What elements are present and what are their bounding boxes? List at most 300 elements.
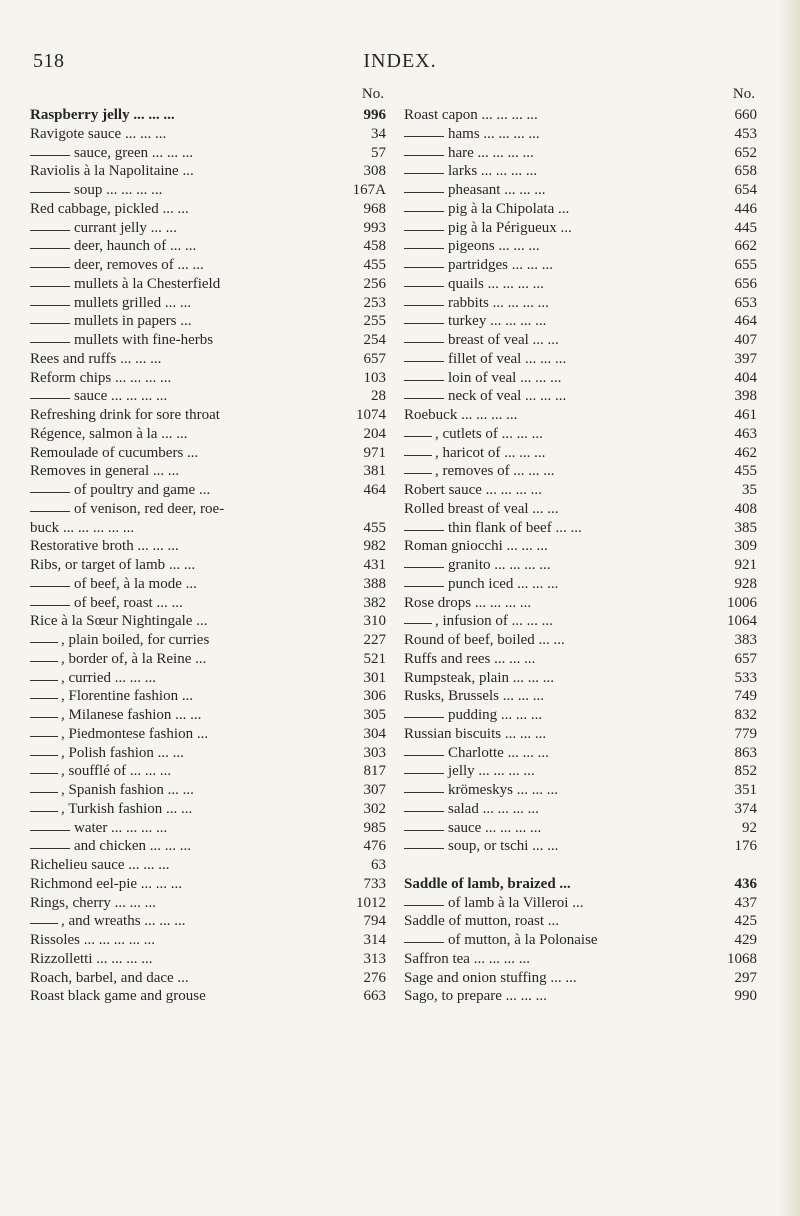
- section-gap: [404, 856, 757, 875]
- index-entry: [30, 725, 386, 744]
- ditto-dash: [404, 773, 444, 774]
- ditto-dash: [404, 530, 444, 531]
- ditto-dash: [404, 455, 432, 456]
- ditto-dash: [30, 848, 70, 849]
- entry-text: soup, or tschi ... ...: [448, 838, 559, 855]
- ditto-dash: [30, 717, 58, 718]
- index-entry: [30, 875, 386, 894]
- ditto-dash: [30, 305, 70, 306]
- ditto-dash: [404, 192, 444, 193]
- entry-text: , soufflé of ... ... ...: [61, 763, 172, 780]
- ditto-dash: [30, 248, 70, 249]
- entry-text: breast of veal ... ...: [448, 332, 559, 348]
- entry-text: Restorative broth ... ... ...: [30, 538, 179, 555]
- entry-number: 779: [734, 725, 757, 742]
- ditto-dash: [404, 830, 444, 831]
- entry-number: 733: [363, 875, 386, 892]
- number-column-header: No.: [361, 86, 384, 102]
- index-entry: [404, 425, 757, 444]
- entry-text: Rolled breast of veal ... ...: [404, 500, 559, 517]
- entry-text: water ... ... ... ...: [74, 819, 168, 836]
- ditto-dash: [404, 811, 444, 812]
- entry-number: 817: [363, 763, 386, 780]
- ditto-dash: [404, 155, 444, 156]
- entry-number: 176: [734, 838, 757, 855]
- entry-text: Roast capon ... ... ... ...: [404, 107, 538, 123]
- entry-text: of venison, red deer, roe-: [74, 500, 225, 517]
- ditto-dash: [404, 361, 444, 362]
- index-entry: [30, 950, 386, 969]
- index-entry: [404, 125, 757, 144]
- entry-text: Rings, cherry ... ... ...: [30, 894, 156, 911]
- entry-text: , curried ... ... ...: [61, 669, 156, 686]
- index-entry: [404, 575, 757, 594]
- entry-text: Ruffs and rees ... ... ...: [404, 650, 536, 667]
- index-entry: [404, 594, 757, 613]
- entry-number: 255: [363, 313, 386, 330]
- entry-text: Roebuck ... ... ... ...: [404, 407, 518, 423]
- entry-number: 301: [363, 669, 386, 686]
- entry-text: soup ... ... ... ...: [74, 182, 163, 198]
- index-entry: [30, 931, 386, 950]
- entry-text: , border of, à la Reine ...: [61, 650, 207, 667]
- ditto-dash: [404, 623, 432, 624]
- entry-number: 990: [734, 988, 757, 1005]
- entry-number: 382: [363, 594, 386, 611]
- entry-text: deer, removes of ... ...: [74, 257, 204, 273]
- ditto-dash: [404, 305, 444, 306]
- ditto-dash: [404, 323, 444, 324]
- entry-number: 921: [734, 557, 757, 573]
- entry-number: 462: [734, 444, 757, 461]
- entry-text: thin flank of beef ... ...: [448, 519, 582, 536]
- entry-text: of mutton, à la Polonaise: [448, 932, 598, 948]
- entry-text: punch iced ... ... ...: [448, 575, 559, 592]
- ditto-dash: [30, 342, 70, 343]
- entry-number: 437: [734, 894, 757, 911]
- ditto-dash: [404, 586, 444, 587]
- page-edge-shadow: [778, 0, 800, 1216]
- entry-text: of beef, roast ... ...: [74, 594, 183, 611]
- ditto-dash: [30, 923, 58, 924]
- entry-number: 381: [363, 463, 386, 480]
- entry-number: 1068: [727, 950, 757, 967]
- entry-text: hare ... ... ... ...: [448, 144, 534, 161]
- index-entry: [404, 237, 757, 256]
- entry-text: , Turkish fashion ... ...: [61, 800, 193, 817]
- ditto-dash: [30, 680, 58, 681]
- entry-text: , removes of ... ... ...: [435, 463, 555, 480]
- index-entry: [30, 331, 386, 350]
- entry-number: 832: [734, 707, 757, 723]
- entry-number: 314: [363, 932, 386, 948]
- entry-number: 313: [363, 950, 386, 967]
- entry-number: 34: [371, 125, 386, 142]
- entry-text: Saddle of lamb, braized ...: [404, 875, 571, 892]
- entry-text: , cutlets of ... ... ...: [435, 425, 543, 442]
- entry-number: 464: [734, 313, 757, 330]
- index-entry: [404, 256, 757, 275]
- ditto-dash: [404, 755, 444, 756]
- index-entry: [30, 706, 386, 725]
- entry-number: 660: [734, 107, 757, 123]
- entry-text: pudding ... ... ...: [448, 707, 543, 723]
- entry-text: buck ... ... ... ... ...: [30, 519, 135, 536]
- entry-text: Rizzolletti ... ... ... ...: [30, 950, 153, 967]
- index-entry: [30, 162, 386, 181]
- number-column-header: No.: [732, 86, 755, 102]
- entry-text: pigeons ... ... ...: [448, 238, 540, 255]
- entry-number: 57: [371, 144, 386, 161]
- ditto-dash: [30, 661, 58, 662]
- entry-number: 1012: [356, 894, 386, 911]
- entry-number: 455: [363, 257, 386, 273]
- page-header: [0, 50, 800, 80]
- entry-number: 663: [363, 988, 386, 1005]
- index-entry: [404, 669, 757, 688]
- entry-text: Roman gniocchi ... ... ...: [404, 538, 548, 555]
- index-entry: [404, 725, 757, 744]
- ditto-dash: [30, 323, 70, 324]
- entry-text: krömeskys ... ... ...: [448, 782, 558, 798]
- entry-text: pig à la Chipolata ...: [448, 200, 570, 217]
- ditto-dash: [30, 230, 70, 231]
- ditto-dash: [404, 398, 444, 399]
- index-entry: [404, 181, 757, 200]
- index-entry: [30, 519, 386, 538]
- entry-number: 1074: [356, 407, 386, 423]
- index-entry: [30, 912, 386, 931]
- entry-text: larks ... ... ... ...: [448, 163, 538, 180]
- entry-number: 928: [734, 575, 757, 592]
- entry-number: 662: [734, 238, 757, 255]
- index-entry: [404, 481, 757, 500]
- ditto-dash: [404, 567, 444, 568]
- entry-number: 794: [363, 913, 386, 930]
- index-entry: [404, 144, 757, 163]
- entry-number: 653: [734, 294, 757, 311]
- entry-number: 654: [734, 182, 757, 198]
- entry-number: 657: [363, 350, 386, 367]
- entry-number: 985: [363, 819, 386, 836]
- entry-text: loin of veal ... ... ...: [448, 369, 562, 386]
- index-column-right: [404, 86, 757, 1006]
- entry-number: 351: [734, 782, 757, 798]
- entry-text: Rees and ruffs ... ... ...: [30, 350, 162, 367]
- index-entry: [30, 181, 386, 200]
- entry-text: Red cabbage, pickled ... ...: [30, 200, 189, 217]
- entry-text: Sage and onion stuffing ... ...: [404, 969, 577, 986]
- ditto-dash: [30, 511, 70, 512]
- entry-text: salad ... ... ... ...: [448, 800, 539, 817]
- ditto-dash: [404, 211, 444, 212]
- index-entry: [404, 219, 757, 238]
- entry-text: partridges ... ... ...: [448, 257, 553, 273]
- index-entry: [404, 462, 757, 481]
- ditto-dash: [404, 905, 444, 906]
- index-entry: [30, 144, 386, 163]
- ditto-dash: [404, 436, 432, 437]
- index-entry: [404, 744, 757, 763]
- entry-text: , infusion of ... ... ...: [435, 613, 553, 630]
- ditto-dash: [404, 267, 444, 268]
- entry-text: , and wreaths ... ... ...: [61, 913, 186, 930]
- index-entry: [404, 894, 757, 913]
- index-entry: [404, 500, 757, 519]
- page-title: INDEX.: [363, 50, 437, 72]
- entry-number: 297: [734, 969, 757, 986]
- index-entry: [30, 406, 386, 425]
- index-entry: [30, 856, 386, 875]
- entry-text: sauce, green ... ... ...: [74, 144, 194, 161]
- entry-number: 458: [363, 238, 386, 255]
- ditto-dash: [30, 792, 58, 793]
- index-entry: [404, 631, 757, 650]
- entry-text: mullets in papers ...: [74, 313, 192, 330]
- ditto-dash: [404, 473, 432, 474]
- index-entry: [404, 519, 757, 538]
- index-entry: [404, 950, 757, 969]
- entry-number: 749: [734, 688, 757, 705]
- entry-number: 971: [363, 444, 386, 461]
- index-entry: [30, 594, 386, 613]
- index-entry: [30, 275, 386, 294]
- ditto-dash: [30, 492, 70, 493]
- entry-number: 863: [734, 744, 757, 761]
- index-entry: [30, 125, 386, 144]
- entry-text: , Florentine fashion ...: [61, 688, 194, 705]
- ditto-dash: [30, 192, 70, 193]
- entry-number: 407: [734, 332, 757, 348]
- entry-number: 63: [371, 857, 386, 873]
- ditto-dash: [30, 736, 58, 737]
- index-entry: [30, 612, 386, 631]
- index-entry: [30, 631, 386, 650]
- ditto-dash: [404, 792, 444, 793]
- entry-number: 307: [363, 782, 386, 798]
- entry-number: 308: [363, 163, 386, 180]
- index-entry: [30, 500, 386, 519]
- index-entry: [404, 537, 757, 556]
- index-entry: [404, 331, 757, 350]
- index-entry: [30, 462, 386, 481]
- entry-number: 463: [734, 425, 757, 442]
- index-entry: [404, 200, 757, 219]
- ditto-dash: [404, 342, 444, 343]
- entry-number: 306: [363, 688, 386, 705]
- entry-number: 453: [734, 125, 757, 142]
- index-entry: [30, 575, 386, 594]
- index-entry: [404, 275, 757, 294]
- entry-text: and chicken ... ... ...: [74, 838, 192, 855]
- entry-number: 302: [363, 800, 386, 817]
- entry-number: 303: [363, 744, 386, 761]
- entry-number: 92: [742, 819, 757, 836]
- ditto-dash: [30, 773, 58, 774]
- entry-text: jelly ... ... ... ...: [448, 763, 535, 780]
- entry-number: 655: [734, 257, 757, 273]
- entry-text: Round of beef, boiled ... ...: [404, 632, 565, 648]
- entry-number: 993: [363, 219, 386, 236]
- index-entry: [30, 819, 386, 838]
- entry-text: of lamb à la Villeroi ...: [448, 894, 584, 911]
- entry-text: Saffron tea ... ... ... ...: [404, 950, 530, 967]
- index-entry: [30, 294, 386, 313]
- index-entry: [30, 744, 386, 763]
- index-column-left: [30, 86, 386, 1006]
- entry-text: Russian biscuits ... ... ...: [404, 725, 547, 742]
- ditto-dash: [30, 398, 70, 399]
- entry-number: 464: [363, 482, 386, 498]
- entry-number: 446: [734, 200, 757, 217]
- entry-text: , Polish fashion ... ...: [61, 744, 184, 761]
- entry-number: 388: [363, 575, 386, 592]
- index-entry: [404, 875, 757, 894]
- entry-text: , haricot of ... ... ...: [435, 444, 546, 461]
- entry-text: pheasant ... ... ...: [448, 182, 546, 198]
- entry-number: 455: [734, 463, 757, 480]
- entry-text: currant jelly ... ...: [74, 219, 177, 236]
- entry-text: sauce ... ... ... ...: [74, 388, 168, 405]
- entry-number: 968: [363, 200, 386, 217]
- index-entry: [404, 312, 757, 331]
- index-entry: [404, 162, 757, 181]
- index-entry: [404, 931, 757, 950]
- entry-text: neck of veal ... ... ...: [448, 388, 567, 405]
- ditto-dash: [404, 848, 444, 849]
- index-entry: [30, 200, 386, 219]
- index-entry: [404, 350, 757, 369]
- index-entry: [404, 556, 757, 575]
- entry-number: 429: [734, 932, 757, 948]
- index-entry: [404, 612, 757, 631]
- entry-number: 436: [734, 875, 757, 892]
- entry-text: deer, haunch of ... ...: [74, 238, 197, 255]
- entry-text: Ribs, or target of lamb ... ...: [30, 557, 196, 573]
- entry-text: Remoulade of cucumbers ...: [30, 444, 199, 461]
- entry-number: 982: [363, 538, 386, 555]
- ditto-dash: [404, 136, 444, 137]
- entry-number: 658: [734, 163, 757, 180]
- index-entry: [404, 781, 757, 800]
- entry-text: , Piedmontese fashion ...: [61, 725, 209, 742]
- index-entry: [404, 837, 757, 856]
- entry-number: 431: [363, 557, 386, 573]
- entry-text: quails ... ... ... ...: [448, 275, 544, 292]
- ditto-dash: [30, 698, 58, 699]
- entry-text: pig à la Périgueux ...: [448, 219, 572, 236]
- index-entry: [30, 387, 386, 406]
- index-entry: [30, 237, 386, 256]
- index-entry: [30, 650, 386, 669]
- entry-text: Refreshing drink for sore throat: [30, 407, 220, 423]
- entry-text: Rusks, Brussels ... ... ...: [404, 688, 545, 705]
- index-entry: [404, 800, 757, 819]
- entry-number: 445: [734, 219, 757, 236]
- entry-text: , plain boiled, for curries: [61, 632, 210, 648]
- entry-text: hams ... ... ... ...: [448, 125, 540, 142]
- entry-number: 996: [363, 107, 386, 123]
- entry-text: Rissoles ... ... ... ... ...: [30, 932, 156, 948]
- ditto-dash: [404, 230, 444, 231]
- index-entry: [30, 687, 386, 706]
- index-entry: [404, 762, 757, 781]
- entry-text: Charlotte ... ... ...: [448, 744, 549, 761]
- index-entry: [404, 912, 757, 931]
- index-entry: [30, 350, 386, 369]
- entry-number: 385: [734, 519, 757, 536]
- entry-number: 425: [734, 913, 757, 930]
- entry-number: 455: [363, 519, 386, 536]
- entry-text: Ravigote sauce ... ... ...: [30, 125, 167, 142]
- entry-number: 461: [734, 407, 757, 423]
- entry-number: 304: [363, 725, 386, 742]
- index-entry: [404, 369, 757, 388]
- entry-text: Régence, salmon à la ... ...: [30, 425, 188, 442]
- entry-text: Sago, to prepare ... ... ...: [404, 988, 547, 1005]
- entry-text: fillet of veal ... ... ...: [448, 350, 567, 367]
- index-entry: [30, 312, 386, 331]
- entry-number: 1006: [727, 594, 757, 611]
- ditto-dash: [404, 286, 444, 287]
- index-entry: [30, 781, 386, 800]
- ditto-dash: [404, 380, 444, 381]
- ditto-dash: [30, 155, 70, 156]
- ditto-dash: [404, 717, 444, 718]
- index-entry: [30, 106, 386, 125]
- ditto-dash: [30, 642, 58, 643]
- entry-text: Richelieu sauce ... ... ...: [30, 857, 170, 873]
- entry-number: 533: [734, 669, 757, 686]
- entry-number: 652: [734, 144, 757, 161]
- index-entry: [404, 106, 757, 125]
- ditto-dash: [30, 586, 70, 587]
- index-entry: [404, 687, 757, 706]
- index-entry: [30, 444, 386, 463]
- entry-number: 398: [734, 388, 757, 405]
- entry-text: mullets à la Chesterfield: [74, 275, 221, 292]
- entry-text: Raviolis à la Napolitaine ...: [30, 163, 194, 180]
- ditto-dash: [30, 267, 70, 268]
- entry-number: 397: [734, 350, 757, 367]
- entry-number: 253: [363, 294, 386, 311]
- entry-text: mullets with fine-herbs: [74, 332, 214, 348]
- index-entry: [30, 800, 386, 819]
- entry-number: 383: [734, 632, 757, 648]
- entry-number: 103: [363, 369, 386, 386]
- index-entry: [404, 294, 757, 313]
- entry-number: 852: [734, 763, 757, 780]
- index-entry: [404, 387, 757, 406]
- entry-number: 276: [363, 969, 386, 986]
- entry-text: granito ... ... ... ...: [448, 557, 551, 573]
- entry-text: Robert sauce ... ... ... ...: [404, 482, 542, 498]
- ditto-dash: [30, 830, 70, 831]
- entry-number: 204: [363, 425, 386, 442]
- index-entry: [30, 894, 386, 913]
- index-entry: [30, 669, 386, 688]
- entry-number: 476: [363, 838, 386, 855]
- index-entry: [30, 219, 386, 238]
- entry-number: 35: [742, 482, 757, 498]
- entry-text: Removes in general ... ...: [30, 463, 180, 480]
- index-entry: [30, 969, 386, 988]
- ditto-dash: [404, 173, 444, 174]
- entry-text: Rumpsteak, plain ... ... ...: [404, 669, 554, 686]
- index-entry: [30, 987, 386, 1006]
- index-entry: [404, 650, 757, 669]
- index-entry: [30, 762, 386, 781]
